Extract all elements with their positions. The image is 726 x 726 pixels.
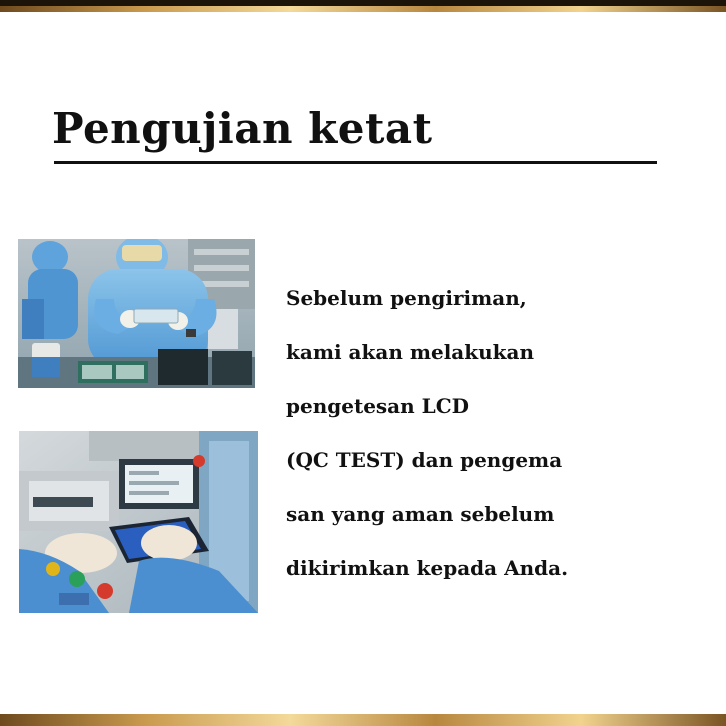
bottom-gold-border — [0, 714, 726, 726]
description-line: dikirimkan kepada Anda. — [286, 556, 569, 580]
page-title: Pengujian ketat — [52, 104, 433, 153]
testing-machine-illustration — [19, 431, 258, 613]
title-underline — [54, 161, 657, 164]
description-line: san yang aman sebelum — [286, 502, 555, 526]
description-line: Sebelum pengiriman, — [286, 286, 527, 310]
lab-technician-photo — [18, 239, 255, 388]
lab-technician-illustration — [18, 239, 255, 388]
top-dark-border — [0, 0, 726, 6]
description-line: (QC TEST) dan pengema — [286, 448, 563, 472]
description-line: kami akan melakukan — [286, 340, 535, 364]
description-text — [286, 280, 706, 604]
description-line: pengetesan LCD — [286, 394, 469, 418]
testing-machine-photo — [19, 431, 258, 613]
